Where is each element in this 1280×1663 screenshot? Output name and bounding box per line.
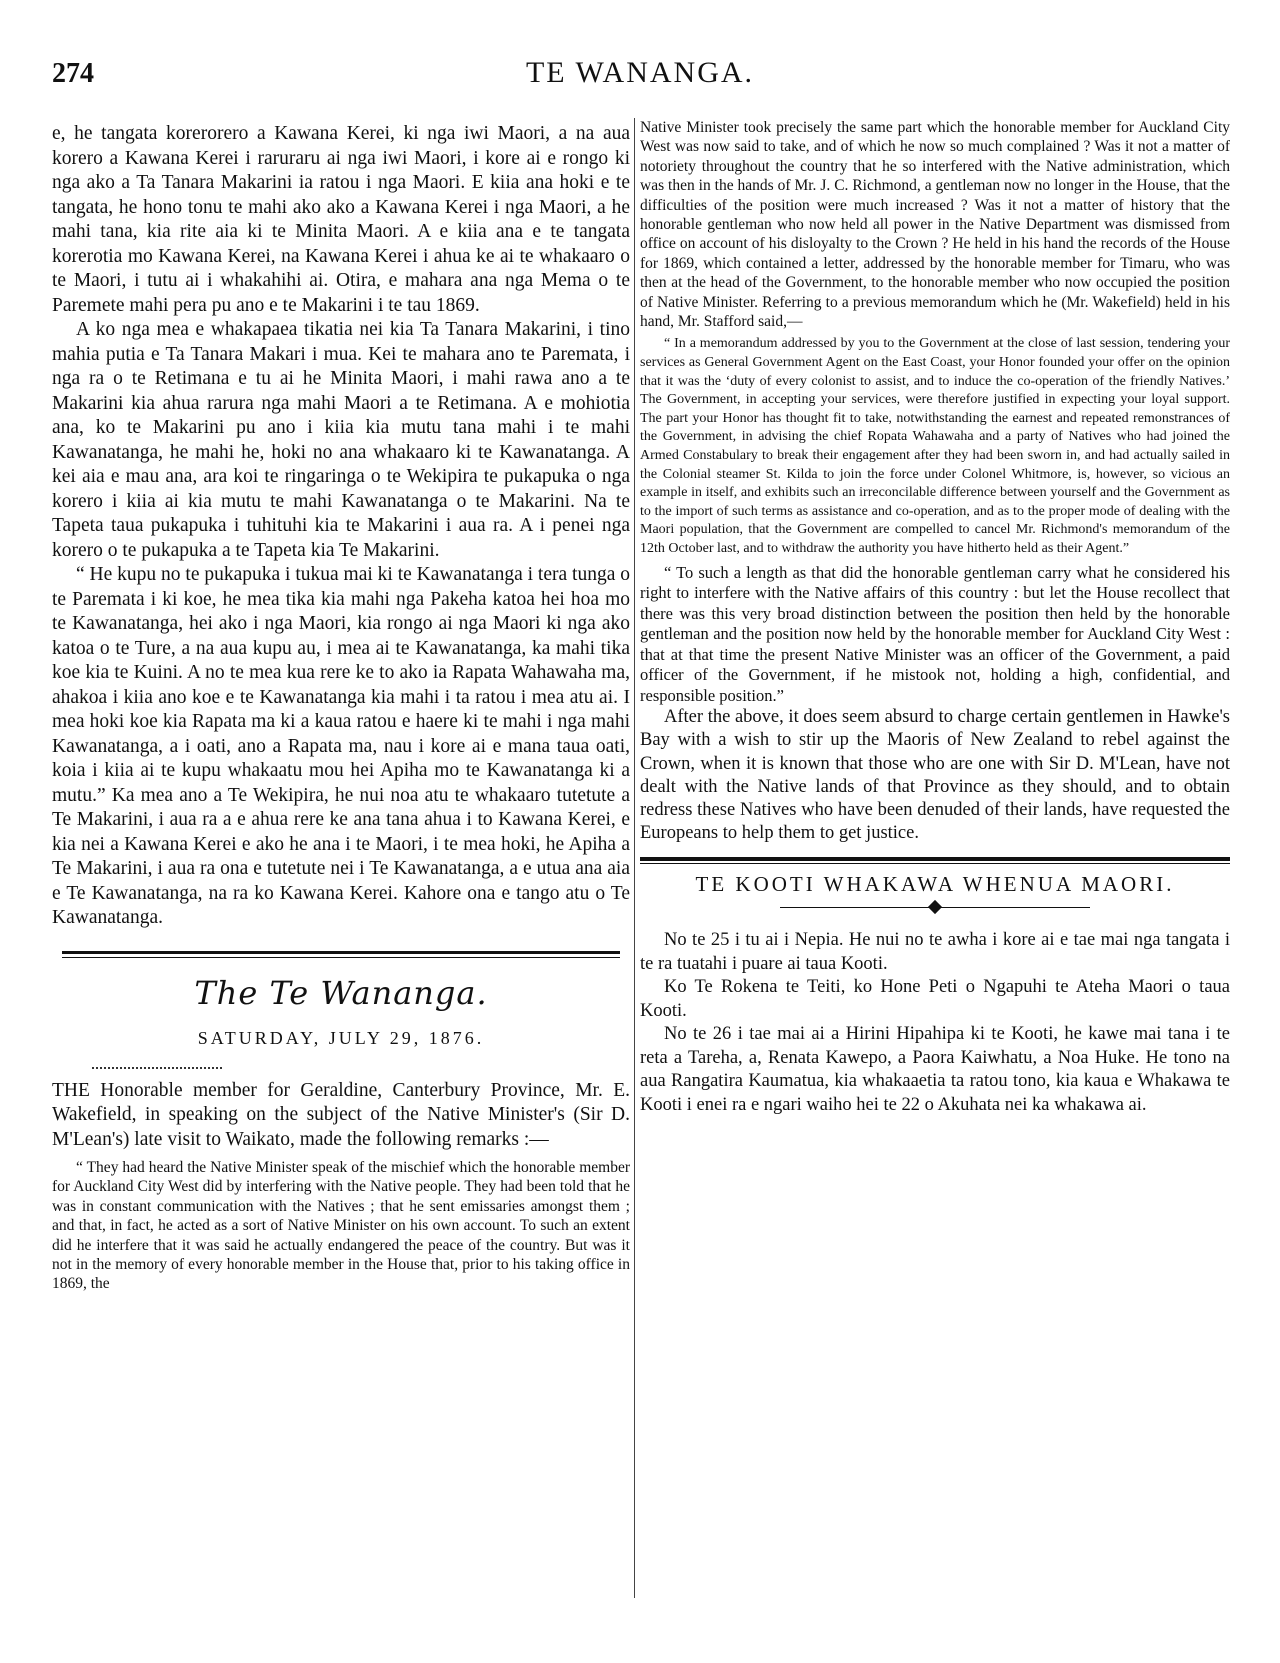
court-paragraph: Ko Te Rokena te Teiti, ko Hone Peti o Ngapuhi te Ateha Maori o taua Kooti. (640, 977, 1230, 1021)
maori-paragraph: e, he tangata korerorero a Kawana Kerei, ki nga iwi Maori, a na aua korero a Kawana Kerei i raruraru ai nga iwi Maori, i kore ai e rongo ki nga ako a Ta Tanara Makarini ia ratou i nga Maori. E kiia ana hoki e te tangata, he hono tonu te mahi ako ako a Kawana Kerei i nga Maori, a he mahi tana, kia rite aia ki te Minita Maori. A e kiia ana e te tangata korerotia mo Kawana Kerei, na Kawana Kerei i ahua ke ai te whakaaro o te Maori, i tutu ai i whakahihi ai. Otira, e mahara ana nga Mema o te Paremete mahi pera pu ano e te Makarini i te tau 1869. (52, 123, 630, 316)
dateline: SATURDAY, JULY 29, 1876. (197, 1027, 485, 1048)
memorandum-quote: “ In a memorandum addressed by you to the Government at the close of last session, tendering your services as General Government Agent on the East Coast, your Honor founded your offer on the opinion that it was the ‘duty of every colonist to assist, and to induce the co-operation of the friendly Natives.’ The Government, in accepting your services, were therefore justified in expecting your loyal support. The part your Honor has thought fit to take, notwithstanding the earnest and repeated remonstrances of the Government, in advising the chief Ropata Wahawaha and a party of Natives who had joined the Armed Constabulary to break their engagement after they had been sworn in, and had actually sailed in the Colonial steamer St. Kilda to join the force under Colonel Whitmore, is, however, so vicious an example in itself, and exhibits such an irreconcilable difference between yourself and the Government as to the import of such terms as assistance and co-operation, and as to the proper mode of dealing with the Maori population, that the Government are compelled to cancel Mr. Richmond's memorandum of the 12th October last, and to withdraw the authority you have hitherto held as their Agent.” (640, 336, 1230, 556)
ornament-divider (92, 1057, 222, 1069)
diamond-divider (780, 901, 1090, 915)
right-column (640, 118, 1230, 1658)
court-paragraph: No te 26 i tae mai ai a Hirini Hipahipa ki te Kooti, he kawe mai tana i te reta a Tareha, a, Renata Kawepo, a Paora Kaiwhatu, a Noa Huke. He tono na aua Rangatira Kaumatua, kia whakaaetia ta ratou tono, kia kaua e Whakawa te Kooti i enei ra e ngari waiho hei te 22 o Akuhata nei ka whakawa ai. (640, 1024, 1230, 1115)
court-title: TE KOOTI WHAKAWA WHENUA MAORI. (695, 872, 1175, 897)
section-title: The Te Wananga. (194, 973, 488, 1012)
column-rule (634, 118, 635, 1598)
section-divider (640, 857, 1230, 864)
maori-paragraph: A ko nga mea e whakapaea tikatia nei kia Ta Tanara Makarini, i tino mahia putia e Ta Tanara Makari i mua. Kei te mahara ano te Paremata, i nga ra o te Retimana e tu ai he Minita Maori, i mahi rawa ano a te Makarini kia ahua rarura nga mahi Maori a te Retimana. A e mohiotia ana, ko te Makarini pu ano i kiia kia mutu tana mahi i te mahi Kawanatanga, he mahi he, hoki no ana whakaaro ki te Kawanatanga. A kei aia e mau ana, ara koi te ringaringa o te Wekipira te pukapuka o nga korero i kiia ai kia mutu te mahi Kawanatanga o te Makarini. Na te Tapeta taua pukapuka i tuhituhi kia te Makarini i aua ra. A i penei nga korero o te pukapuka a te Tapeta kia Te Makarini. (52, 319, 630, 561)
quoted-paragraph: Native Minister took precisely the same part which the honorable member for Auckland City West was now said to take, and of which he now so much complained ? Was it not a matter of notoriety throughout the country that he so interfered with the Native administration, which was then in the hands of Mr. J. C. Richmond, a gentleman now no longer in the House, that the difficulties of the position were much increased ? Was it not a matter of history that the honorable gentleman who now held all power in the Native Department was dismissed from office on account of his disloyalty to the Crown ? He held in his hand the records of the House for 1869, which contained a letter, addressed by the honorable member for Timaru, who was then at the head of the Government, to the honorable member who now occupied the position of Native Minister. Referring to a previous memorandum which he (Mr. Wakefield) held in his hand, Mr. Stafford said,— (640, 119, 1230, 331)
page-number: 274 (52, 58, 94, 89)
court-paragraph: No te 25 i tu ai i Nepia. He nui no te awha i kore ai e tae mai nga tangata i te ra tuatahi i puare ai taua Kooti. (640, 930, 1230, 974)
maori-paragraph: “ He kupu no te pukapuka i tukua mai ki te Kawanatanga i tera tunga o te Paremata i ki koe, he mea tika kia mahi nga Pakeha katoa hei hoa mo te Kawanatanga, hei ako i nga Maori, kia rongo ai nga Maori ki nga ako katoa o te Ture, a na aua kupu au, i mea ai te Kawanatanga, ka mahi tika koe kia te Kuini. A no te mea kua rere ke to ako ia Rapata Wahawaha ma, ahakoa i kiia ano koe e te Kawanatanga kia mahi i ta ratou i mea atu ai. I mea hoki koe kia Rapata ma ki a kaua ratou e haere ki te mahi i nga mahi Kawanatanga, a i oati, ano a Rapata ma, nau i kore ai e mana taua oati, koia i kiia ai te kupu whakaatu mou hei Apiha mo te Kawanatanga ki a mutu.” Ka mea ano a Te Wekipira, he nui noa atu te whakaaro tutetute a Te Makarini, i aua ra a e ahua rere ke ana tana ahua i to Kawana Kerei, e kia nei a Kawana Kerei e ako he ana i te Maori, i te mea hoki, he Apiha a Te Makarini, i aua ra ona e tutetute nei i Te Kawanatanga, a e utua ana aia e Te Kawanatanga, na ra ko Kawana Kerei. Kahore ona e tango atu o Te Kawanatanga. (52, 564, 630, 928)
masthead: TE WANANGA. (525, 56, 755, 89)
quoted-paragraph: “ They had heard the Native Minister speak of the mischief which the honorable member for Auckland City West did by interfering with the Native people. They had been told that he was in constant communication with the Natives ; that he sent emissaries amongst them ; and that, in fact, he acted as a sort of Native Minister on his own account. To such an extent did he interfere that it was said he actually endangered the peace of the country. But was it not in the memory of every honorable member in the House that, prior to his taking office in 1869, the (52, 1159, 630, 1293)
editorial-paragraph: After the above, it does seem absurd to charge certain gentlemen in Hawke's Bay with a wish to stir up the Maoris of New Zealand to rebel against the Crown, when it is known that those who are one with Sir D. M'Lean, have not dealt with the Native lands of that Province as they should, and to obtain redress these Natives who have been denuded of their lands, have requested the Europeans to help them to get justice. (640, 707, 1230, 844)
left-column (52, 122, 630, 1622)
quoted-paragraph: “ To such a length as that did the honorable gentleman carry what he considered his right to interfere with the Native affairs of this country : but let the House recollect that there was this very broad distinction between the position then held by the honorable gentleman and the position now held by the honorable member for Auckland City West : that at that time the present Native Minister was an officer of the Government, a paid officer of the Government, if he mistook not, holding a high, confidential, and responsible position.” (640, 562, 1230, 705)
editorial-paragraph: THE Honorable member for Geraldine, Canterbury Province, Mr. E. Wakefield, in speaking on the subject of the Native Minister's (Sir D. M'Lean's) late visit to Waikato, made the following remarks :— (52, 1079, 630, 1150)
section-divider (62, 951, 620, 958)
